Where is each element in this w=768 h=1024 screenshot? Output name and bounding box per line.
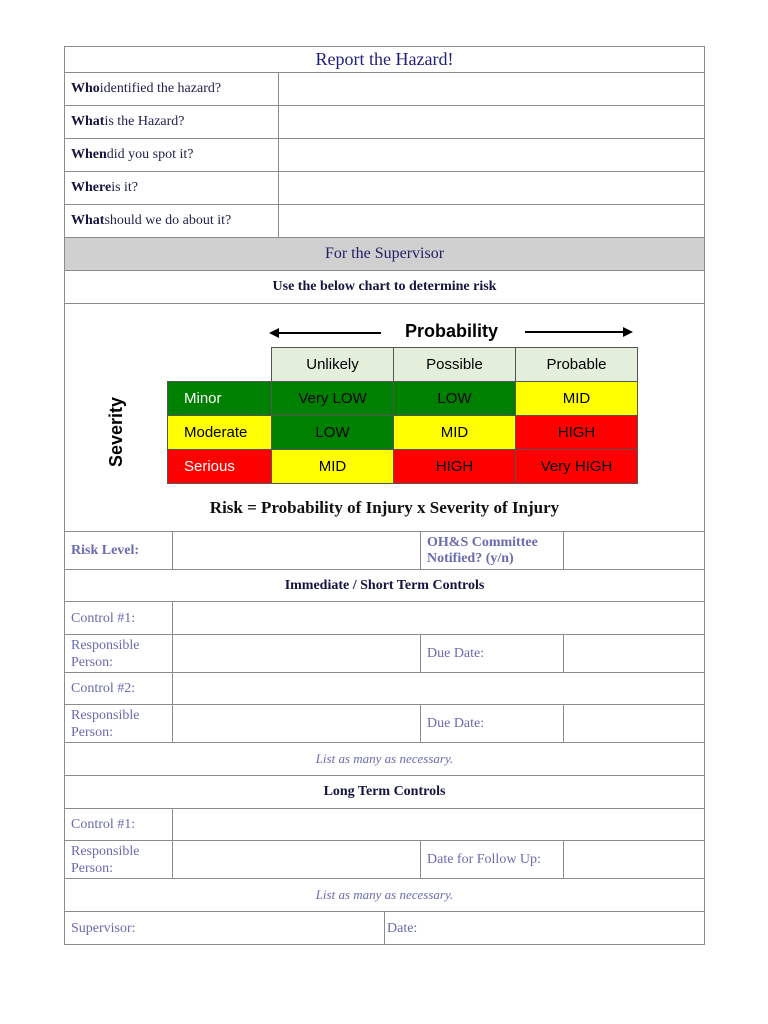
risk-cell-serious-possible: HIGH [393,449,516,484]
follow-up-date-field[interactable] [563,841,704,878]
question-when: When did you spot it? [71,147,194,162]
answer-where-field[interactable] [278,172,704,204]
risk-level-row [64,532,705,570]
risk-cell-minor-probable: MID [515,381,638,416]
immediate-due-date-2-field[interactable] [563,705,704,742]
row-label-moderate: Moderate [167,415,272,450]
risk-matrix-container [65,304,704,531]
long-term-control-1-row [64,809,705,841]
immediate-due-date-1-label: Due Date: [420,635,563,672]
question-action: What should we do about it? [71,213,232,228]
row-label-serious: Serious [167,449,272,484]
immediate-due-date-2-label: Due Date: [420,705,563,742]
immediate-note-row [64,743,705,776]
immediate-control-2-label: Control #2: [71,681,136,696]
risk-cell-moderate-probable: HIGH [515,415,638,450]
immediate-responsible-2-label: Responsible Person: [71,707,140,740]
probability-label: Probability [405,321,499,341]
risk-cell-moderate-possible: MID [393,415,516,450]
instruction-row [64,271,705,304]
long-term-control-1-label: Control #1: [71,817,136,832]
answer-who-field[interactable] [278,73,704,105]
hazard-report-form [64,46,705,945]
question-where: Where is it? [71,180,139,195]
long-term-controls-row [64,776,705,809]
ohs-committee-field[interactable] [563,532,704,569]
signoff-date-field[interactable] [384,912,704,944]
supervisor-section-row [64,238,705,271]
supervisor-label: Supervisor: [71,920,136,936]
immediate-controls-heading: Immediate / Short Term Controls [284,577,485,593]
answer-action-field[interactable] [278,205,704,237]
immediate-control-1-row [64,602,705,635]
risk-cell-serious-probable: Very HIGH [515,449,638,484]
ohs-committee-label: OH&S Committee Notified? (y/n) [420,532,563,569]
question-row-action [64,205,705,238]
immediate-controls-row [64,570,705,602]
form-title: Report the Hazard! [315,49,454,69]
severity-label: Severity [106,396,126,468]
column-header-unlikely: Unlikely [271,347,394,382]
risk-cell-serious-unlikely: MID [271,449,394,484]
immediate-due-date-1-field[interactable] [563,635,704,672]
immediate-control-1-label: Control #1: [71,610,136,626]
question-row-when [64,139,705,172]
follow-up-date-label: Date for Follow Up: [420,841,563,878]
chart-instruction: Use the below chart to determine risk [272,279,497,294]
risk-cell-moderate-unlikely: LOW [271,415,394,450]
long-term-responsible-label: Responsible Person: [71,843,140,876]
immediate-responsible-1-label: Responsible Person: [71,637,140,670]
title-row [64,46,705,73]
supervisor-section-heading: For the Supervisor [65,238,704,270]
immediate-responsible-2-field[interactable] [172,705,420,742]
date-label: Date: [387,920,418,936]
risk-matrix-row [64,304,705,532]
immediate-list-note: List as many as necessary. [315,751,454,766]
long-term-list-note: List as many as necessary. [315,887,454,902]
question-row-who [64,73,705,106]
question-row-what [64,106,705,139]
immediate-responsible-2-row [64,705,705,743]
supervisor-signature-field[interactable] [65,912,384,944]
answer-when-field[interactable] [278,139,704,171]
risk-level-label: Risk Level: [71,542,140,558]
risk-cell-minor-unlikely: Very LOW [271,381,394,416]
long-term-control-1-field[interactable] [172,809,704,840]
immediate-responsible-1-field[interactable] [172,635,420,672]
question-who: Who identified the hazard? [71,81,222,96]
immediate-responsible-1-row [64,635,705,673]
question-row-where [64,172,705,205]
risk-level-field[interactable] [172,532,420,569]
immediate-control-2-field[interactable] [172,673,704,704]
column-header-possible: Possible [393,347,516,382]
risk-cell-minor-possible: LOW [393,381,516,416]
immediate-control-2-row [64,673,705,705]
immediate-control-1-field[interactable] [172,602,704,634]
column-header-probable: Probable [515,347,638,382]
long-term-responsible-row [64,841,705,879]
long-term-controls-heading: Long Term Controls [323,784,446,799]
answer-what-field[interactable] [278,106,704,138]
long-term-note-row [64,879,705,912]
signoff-row [64,912,705,945]
risk-formula: Risk = Probability of Injury x Severity of Injury [209,498,560,517]
long-term-responsible-field[interactable] [172,841,420,878]
row-label-minor: Minor [167,381,272,416]
question-what: What is the Hazard? [71,114,185,129]
